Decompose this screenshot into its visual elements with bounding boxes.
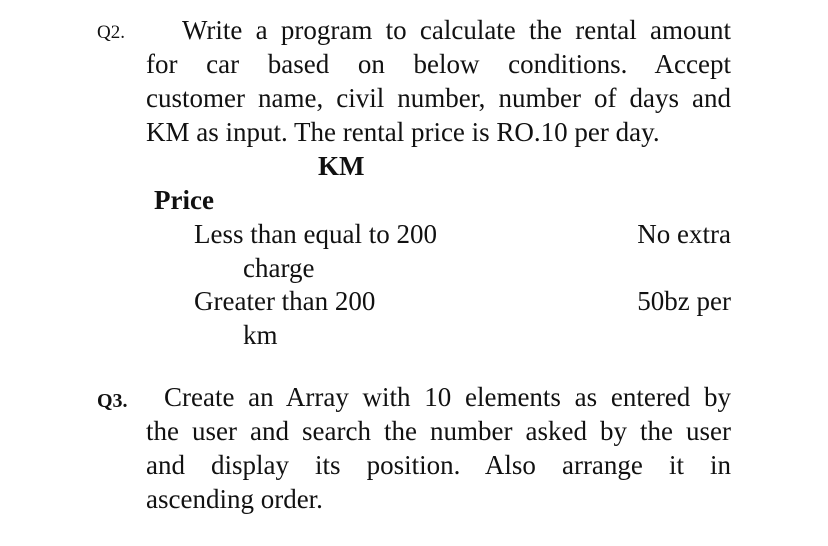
price-value: 50bz per [637,286,731,316]
question-3-number: Q3. [97,390,128,412]
question-2-number: Q2. [97,22,125,43]
price-column-header: Price [154,185,214,215]
question-2-line-2: for car based on below conditions. Accept [146,49,731,79]
question-2-line-3: customer name, civil number, number of days and [146,83,731,113]
question-2-line-4: KM as input. The rental price is RO.10 per day. [146,117,660,147]
question-3-line-1: Create an Array with 10 elements as entered by [164,382,731,412]
price-continuation: charge [243,253,315,283]
km-column-header: KM [318,151,365,181]
km-condition: Less than equal to 200 [194,219,437,249]
km-condition: Greater than 200 [194,286,376,316]
question-3-line-2: the user and search the number asked by the user [146,416,731,446]
question-2-line-1: Write a program to calculate the rental amount [182,15,731,45]
question-3-line-3: and display its position. Also arrange it in [146,450,731,480]
price-continuation: km [243,320,278,350]
price-value: No extra [637,219,731,249]
question-3-line-4: ascending order. [146,484,323,514]
